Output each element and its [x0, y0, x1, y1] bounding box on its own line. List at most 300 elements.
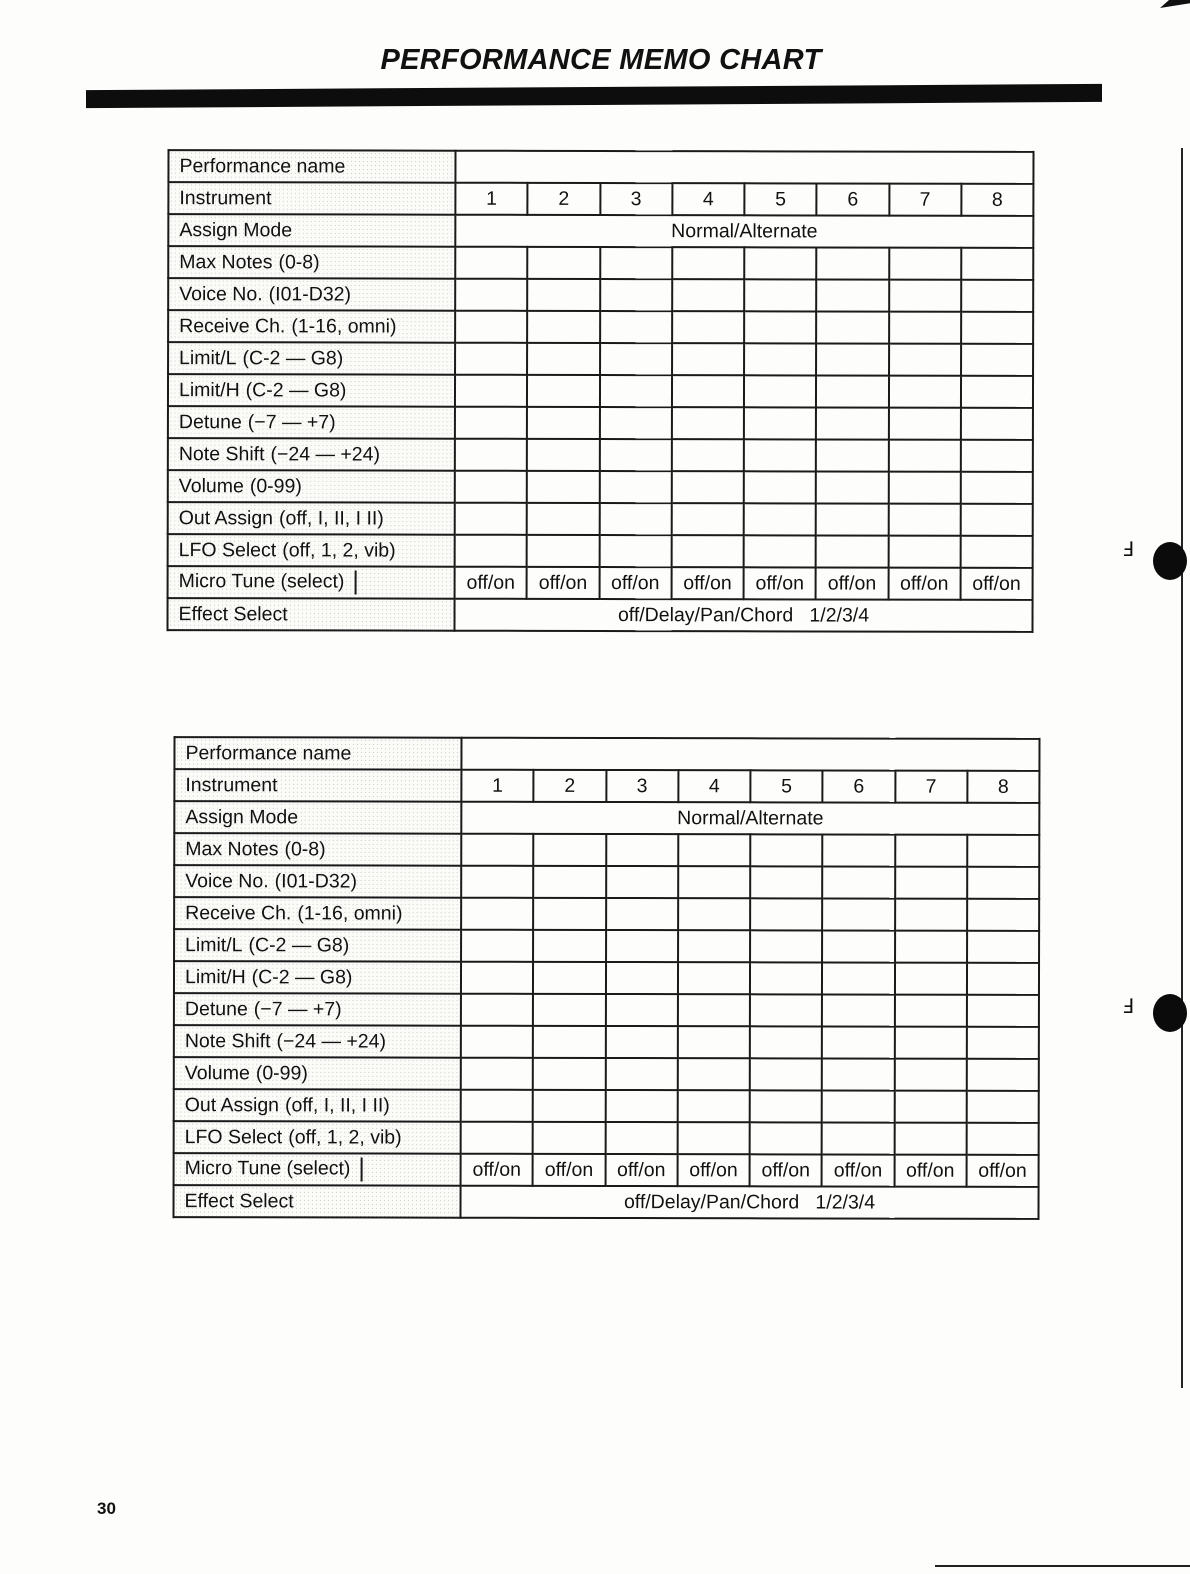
select-divider	[360, 1157, 362, 1181]
row-label: Instrument	[185, 773, 278, 796]
row-label-cell	[168, 278, 455, 311]
row-label: Receive Ch.	[185, 901, 292, 924]
row-label-cell	[168, 406, 455, 439]
entry-cell[interactable]	[822, 962, 894, 994]
memo-row	[168, 310, 1033, 344]
entry-cell[interactable]	[461, 1090, 533, 1122]
ink-smudge: Ⅎ	[1122, 539, 1134, 561]
entry-cell[interactable]	[527, 535, 599, 567]
micro-tune-option[interactable]: off/on	[744, 567, 816, 599]
entry-cell[interactable]	[822, 834, 894, 866]
row-label-cell	[167, 598, 454, 631]
entry-cell[interactable]	[894, 1123, 966, 1155]
row-label: Volume	[178, 474, 244, 497]
entry-cell[interactable]	[966, 1123, 1038, 1155]
corner-scan-mark	[1160, 0, 1190, 8]
memo-row	[168, 182, 1033, 216]
row-range: (off, I, II, I II)	[279, 506, 384, 530]
entry-cell[interactable]	[967, 963, 1039, 995]
entry-cell[interactable]	[606, 898, 678, 930]
entry-cell[interactable]	[967, 931, 1039, 963]
performance-name-field[interactable]	[461, 738, 1039, 771]
entry-cell[interactable]	[816, 343, 888, 375]
entry-cell[interactable]	[599, 375, 671, 407]
instrument-number: 7	[895, 771, 967, 803]
row-label: Effect Select	[184, 1189, 294, 1212]
row-range: (C-2 — G8)	[242, 346, 344, 369]
assign-mode-value[interactable]: Normal/Alternate	[461, 802, 1039, 835]
micro-tune-option[interactable]: off/on	[599, 567, 671, 599]
entry-cell[interactable]	[461, 1026, 533, 1058]
memo-row	[174, 1057, 1039, 1091]
row-label-cell	[174, 993, 461, 1026]
row-label-cell	[174, 929, 461, 962]
page-edge-line	[1181, 148, 1183, 1388]
entry-cell[interactable]	[744, 503, 816, 535]
entry-cell[interactable]	[961, 440, 1033, 472]
ink-smudge: Ⅎ	[1122, 996, 1134, 1018]
entry-cell[interactable]	[606, 834, 678, 866]
entry-cell[interactable]	[677, 1122, 749, 1154]
row-label: Assign Mode	[179, 218, 293, 241]
entry-cell[interactable]	[672, 375, 744, 407]
entry-cell[interactable]	[672, 279, 744, 311]
entry-cell[interactable]	[455, 503, 527, 535]
entry-cell[interactable]	[678, 994, 750, 1026]
row-label: Note Shift	[184, 1029, 271, 1052]
memo-row	[174, 1089, 1039, 1123]
entry-cell[interactable]	[822, 1122, 894, 1154]
instrument-number: 8	[961, 184, 1033, 216]
entry-cell[interactable]	[888, 440, 960, 472]
entry-cell[interactable]	[455, 343, 527, 375]
row-label-cell	[168, 310, 455, 343]
entry-cell[interactable]	[672, 471, 744, 503]
entry-cell[interactable]	[967, 899, 1039, 931]
entry-cell[interactable]	[533, 1122, 605, 1154]
memo-row	[168, 438, 1033, 472]
entry-cell[interactable]	[461, 834, 533, 866]
entry-cell[interactable]	[961, 472, 1033, 504]
entry-cell[interactable]	[455, 535, 527, 567]
row-range: (0-99)	[255, 1061, 308, 1084]
entry-cell[interactable]	[671, 503, 743, 535]
row-label: Detune	[184, 997, 248, 1020]
entry-cell[interactable]	[527, 439, 599, 471]
row-label-cell	[174, 833, 461, 866]
micro-tune-option[interactable]: off/on	[966, 1155, 1038, 1187]
entry-cell[interactable]	[750, 1122, 822, 1154]
row-range: (−7 — +7)	[253, 997, 342, 1020]
entry-cell[interactable]	[600, 279, 672, 311]
row-label-cell	[174, 1025, 461, 1058]
row-label-cell	[174, 737, 461, 770]
row-range: (0-8)	[278, 250, 320, 273]
instrument-number: 4	[678, 770, 750, 802]
entry-cell[interactable]	[895, 899, 967, 931]
page-number: 30	[97, 1499, 116, 1518]
entry-cell[interactable]	[599, 535, 671, 567]
entry-cell[interactable]	[822, 1026, 894, 1058]
entry-cell[interactable]	[455, 279, 527, 311]
effect-select-value[interactable]: off/Delay/Pan/Chord 1/2/3/4	[460, 1186, 1038, 1219]
row-label: Detune	[178, 410, 242, 433]
row-range: (1-16, omni)	[291, 314, 397, 338]
entry-cell[interactable]	[533, 962, 605, 994]
instrument-number: 4	[672, 183, 744, 215]
binder-hole	[1153, 994, 1187, 1032]
entry-cell[interactable]	[678, 1026, 750, 1058]
entry-cell[interactable]	[816, 535, 888, 567]
entry-cell[interactable]	[527, 471, 599, 503]
row-range: (I01-D32)	[274, 869, 358, 892]
entry-cell[interactable]	[605, 1090, 677, 1122]
entry-cell[interactable]	[461, 1122, 533, 1154]
row-label-cell	[173, 1185, 460, 1218]
memo-row	[168, 470, 1033, 504]
entry-cell[interactable]	[678, 866, 750, 898]
entry-cell[interactable]	[678, 1058, 750, 1090]
micro-tune-option[interactable]: off/on	[455, 567, 527, 599]
instrument-number: 3	[600, 183, 672, 215]
entry-cell[interactable]	[967, 995, 1039, 1027]
entry-cell[interactable]	[600, 311, 672, 343]
memo-row	[173, 1185, 1038, 1219]
entry-cell[interactable]	[455, 311, 527, 343]
entry-cell[interactable]	[600, 247, 672, 279]
row-range: (C-2 — G8)	[251, 965, 353, 988]
entry-cell[interactable]	[889, 344, 961, 376]
entry-cell[interactable]	[888, 376, 960, 408]
memo-row	[168, 150, 1033, 184]
entry-cell[interactable]	[533, 1026, 605, 1058]
entry-cell[interactable]	[672, 247, 744, 279]
entry-cell[interactable]	[461, 898, 533, 930]
row-range: (C-2 — G8)	[245, 378, 347, 401]
row-label: Out Assign	[184, 1093, 280, 1116]
memo-row	[168, 214, 1033, 248]
entry-cell[interactable]	[750, 930, 822, 962]
row-label: Limit/H	[178, 378, 240, 401]
entry-cell[interactable]	[816, 439, 888, 471]
entry-cell[interactable]	[750, 834, 822, 866]
entry-cell[interactable]	[605, 962, 677, 994]
row-label-cell	[168, 438, 455, 471]
micro-tune-option[interactable]: off/on	[677, 1154, 749, 1186]
row-label: Micro Tune (select)	[178, 570, 345, 593]
entry-cell[interactable]	[461, 866, 533, 898]
memo-row	[168, 374, 1033, 408]
entry-cell[interactable]	[527, 247, 599, 279]
entry-cell[interactable]	[816, 375, 888, 407]
entry-cell[interactable]	[960, 536, 1032, 568]
entry-cell[interactable]	[816, 247, 888, 279]
entry-cell[interactable]	[533, 866, 605, 898]
row-label-cell	[168, 566, 455, 599]
row-range: (I01-D32)	[268, 282, 352, 305]
entry-cell[interactable]	[461, 994, 533, 1026]
entry-cell[interactable]	[744, 407, 816, 439]
memo-row	[168, 566, 1033, 600]
micro-tune-option[interactable]: off/on	[750, 1154, 822, 1186]
entry-cell[interactable]	[678, 962, 750, 994]
row-label: Micro Tune (select)	[184, 1157, 351, 1180]
assign-mode-value[interactable]: Normal/Alternate	[455, 215, 1033, 248]
instrument-number: 7	[889, 184, 961, 216]
entry-cell[interactable]	[533, 930, 605, 962]
row-label-cell	[174, 801, 461, 834]
micro-tune-option[interactable]: off/on	[527, 567, 599, 599]
instrument-number: 6	[823, 770, 895, 802]
row-label-cell	[174, 1153, 461, 1186]
entry-cell[interactable]	[605, 994, 677, 1026]
row-label: LFO Select	[178, 538, 277, 561]
memo-row	[174, 769, 1039, 803]
entry-cell[interactable]	[678, 834, 750, 866]
entry-cell[interactable]	[599, 407, 671, 439]
instrument-number: 5	[750, 770, 822, 802]
row-label: Voice No.	[185, 869, 269, 892]
micro-tune-option[interactable]: off/on	[671, 567, 743, 599]
memo-row	[174, 737, 1039, 771]
row-range: (−7 — +7)	[247, 410, 336, 433]
memo-row	[168, 406, 1033, 440]
row-label: Max Notes	[179, 250, 273, 273]
entry-cell[interactable]	[816, 503, 888, 535]
effect-select-value[interactable]: off/Delay/Pan/Chord 1/2/3/4	[454, 599, 1032, 632]
row-label: LFO Select	[184, 1125, 283, 1148]
instrument-number: 6	[817, 183, 889, 215]
entry-cell[interactable]	[822, 866, 894, 898]
entry-cell[interactable]	[960, 504, 1032, 536]
entry-cell[interactable]	[672, 343, 744, 375]
entry-cell[interactable]	[678, 898, 750, 930]
entry-cell[interactable]	[455, 471, 527, 503]
entry-cell[interactable]	[527, 407, 599, 439]
row-label: Limit/L	[185, 933, 243, 956]
entry-cell[interactable]	[672, 311, 744, 343]
entry-cell[interactable]	[461, 930, 533, 962]
instrument-number: 1	[455, 183, 527, 215]
entry-cell[interactable]	[533, 994, 605, 1026]
micro-tune-option[interactable]: off/on	[533, 1154, 605, 1186]
entry-cell[interactable]	[455, 407, 527, 439]
entry-cell[interactable]	[678, 930, 750, 962]
entry-cell[interactable]	[605, 1122, 677, 1154]
entry-cell[interactable]	[894, 1059, 966, 1091]
entry-cell[interactable]	[672, 407, 744, 439]
entry-cell[interactable]	[889, 280, 961, 312]
instrument-number: 2	[528, 183, 600, 215]
row-range: (off, 1, 2, vib)	[288, 1125, 402, 1149]
row-label-cell	[168, 246, 455, 279]
entry-cell[interactable]	[816, 471, 888, 503]
entry-cell[interactable]	[961, 280, 1033, 312]
entry-cell[interactable]	[750, 1058, 822, 1090]
entry-cell[interactable]	[750, 994, 822, 1026]
row-range: (0-99)	[249, 474, 302, 497]
row-range: (−24 — +24)	[276, 1029, 387, 1053]
entry-cell[interactable]	[888, 408, 960, 440]
entry-cell[interactable]	[605, 1026, 677, 1058]
memo-row	[174, 1025, 1039, 1059]
entry-cell[interactable]	[822, 930, 894, 962]
entry-cell[interactable]	[750, 1090, 822, 1122]
micro-tune-option[interactable]: off/on	[888, 568, 960, 600]
entry-cell[interactable]	[672, 439, 744, 471]
memo-table-1	[166, 149, 1034, 633]
memo-row	[174, 993, 1039, 1027]
entry-cell[interactable]	[894, 1027, 966, 1059]
entry-cell[interactable]	[822, 1058, 894, 1090]
entry-cell[interactable]	[527, 375, 599, 407]
entry-cell[interactable]	[744, 471, 816, 503]
entry-cell[interactable]	[961, 248, 1033, 280]
instrument-number: 5	[744, 183, 816, 215]
title-rule	[86, 84, 1102, 108]
entry-cell[interactable]	[599, 471, 671, 503]
row-label: Effect Select	[178, 602, 288, 625]
row-label-cell	[168, 342, 455, 375]
row-range: (0-8)	[284, 837, 326, 860]
entry-cell[interactable]	[600, 343, 672, 375]
performance-name-field[interactable]	[455, 151, 1033, 184]
entry-cell[interactable]	[967, 835, 1039, 867]
memo-table-2	[172, 736, 1040, 1220]
entry-cell[interactable]	[605, 1058, 677, 1090]
memo-row	[174, 1153, 1039, 1187]
entry-cell[interactable]	[894, 1091, 966, 1123]
entry-cell[interactable]	[961, 376, 1033, 408]
row-range: (off, I, II, I II)	[285, 1093, 390, 1117]
entry-cell[interactable]	[894, 995, 966, 1027]
micro-tune-option[interactable]: off/on	[461, 1154, 533, 1186]
entry-cell[interactable]	[744, 535, 816, 567]
entry-cell[interactable]	[461, 962, 533, 994]
row-label: Limit/H	[184, 965, 246, 988]
row-label: Note Shift	[178, 442, 265, 465]
entry-cell[interactable]	[750, 866, 822, 898]
micro-tune-option[interactable]: off/on	[816, 567, 888, 599]
entry-cell[interactable]	[455, 375, 527, 407]
instrument-number: 1	[461, 770, 533, 802]
memo-row	[174, 929, 1039, 963]
row-range: (−24 — +24)	[270, 442, 381, 466]
instrument-number: 3	[606, 770, 678, 802]
row-range: (off, 1, 2, vib)	[282, 538, 396, 562]
entry-cell[interactable]	[533, 898, 605, 930]
entry-cell[interactable]	[533, 1090, 605, 1122]
entry-cell[interactable]	[822, 898, 894, 930]
entry-cell[interactable]	[533, 834, 605, 866]
row-label-cell	[168, 214, 455, 247]
entry-cell[interactable]	[889, 312, 961, 344]
entry-cell[interactable]	[961, 408, 1033, 440]
entry-cell[interactable]	[888, 472, 960, 504]
memo-row	[168, 342, 1033, 376]
entry-cell[interactable]	[750, 1026, 822, 1058]
entry-cell[interactable]	[961, 312, 1033, 344]
entry-cell[interactable]	[816, 311, 888, 343]
entry-cell[interactable]	[895, 931, 967, 963]
entry-cell[interactable]	[744, 439, 816, 471]
row-label: Assign Mode	[185, 805, 299, 828]
row-label-cell	[168, 150, 455, 183]
row-label-cell	[174, 769, 461, 802]
row-label-cell	[174, 961, 461, 994]
row-label-cell	[168, 374, 455, 407]
entry-cell[interactable]	[599, 439, 671, 471]
row-label-cell	[174, 1089, 461, 1122]
entry-cell[interactable]	[527, 279, 599, 311]
instrument-number: 8	[967, 771, 1039, 803]
entry-cell[interactable]	[744, 311, 816, 343]
micro-tune-option[interactable]: off/on	[894, 1155, 966, 1187]
micro-tune-option[interactable]: off/on	[822, 1154, 894, 1186]
entry-cell[interactable]	[888, 536, 960, 568]
entry-cell[interactable]	[527, 343, 599, 375]
entry-cell[interactable]	[744, 375, 816, 407]
row-label-cell	[174, 897, 461, 930]
memo-row	[168, 278, 1033, 312]
entry-cell[interactable]	[895, 867, 967, 899]
entry-cell[interactable]	[455, 439, 527, 471]
entry-cell[interactable]	[967, 1027, 1039, 1059]
entry-cell[interactable]	[822, 1090, 894, 1122]
entry-cell[interactable]	[744, 247, 816, 279]
entry-cell[interactable]	[527, 311, 599, 343]
entry-cell[interactable]	[677, 1090, 749, 1122]
entry-cell[interactable]	[816, 407, 888, 439]
row-label: Instrument	[179, 186, 272, 209]
entry-cell[interactable]	[461, 1058, 533, 1090]
entry-cell[interactable]	[671, 535, 743, 567]
memo-row	[167, 598, 1032, 632]
select-divider	[354, 570, 356, 594]
entry-cell[interactable]	[967, 1059, 1039, 1091]
micro-tune-option[interactable]: off/on	[605, 1154, 677, 1186]
entry-cell[interactable]	[744, 279, 816, 311]
entry-cell[interactable]	[816, 279, 888, 311]
entry-cell[interactable]	[744, 343, 816, 375]
entry-cell[interactable]	[966, 1091, 1038, 1123]
entry-cell[interactable]	[606, 866, 678, 898]
entry-cell[interactable]	[599, 503, 671, 535]
micro-tune-option[interactable]: off/on	[960, 568, 1032, 600]
entry-cell[interactable]	[889, 248, 961, 280]
entry-cell[interactable]	[533, 1058, 605, 1090]
entry-cell[interactable]	[606, 930, 678, 962]
row-label-cell	[168, 502, 455, 535]
row-label: Limit/L	[179, 346, 237, 369]
row-range: (1-16, omni)	[297, 901, 403, 925]
page-title: PERFORMANCE MEMO CHART	[380, 44, 822, 76]
entry-cell[interactable]	[527, 503, 599, 535]
entry-cell[interactable]	[750, 898, 822, 930]
entry-cell[interactable]	[888, 504, 960, 536]
row-label: Performance name	[185, 741, 352, 764]
entry-cell[interactable]	[822, 994, 894, 1026]
entry-cell[interactable]	[894, 963, 966, 995]
row-label-cell	[168, 470, 455, 503]
memo-row	[168, 534, 1033, 568]
entry-cell[interactable]	[967, 867, 1039, 899]
row-range: (C-2 — G8)	[248, 933, 350, 956]
entry-cell[interactable]	[455, 247, 527, 279]
entry-cell[interactable]	[895, 835, 967, 867]
entry-cell[interactable]	[750, 962, 822, 994]
entry-cell[interactable]	[961, 344, 1033, 376]
